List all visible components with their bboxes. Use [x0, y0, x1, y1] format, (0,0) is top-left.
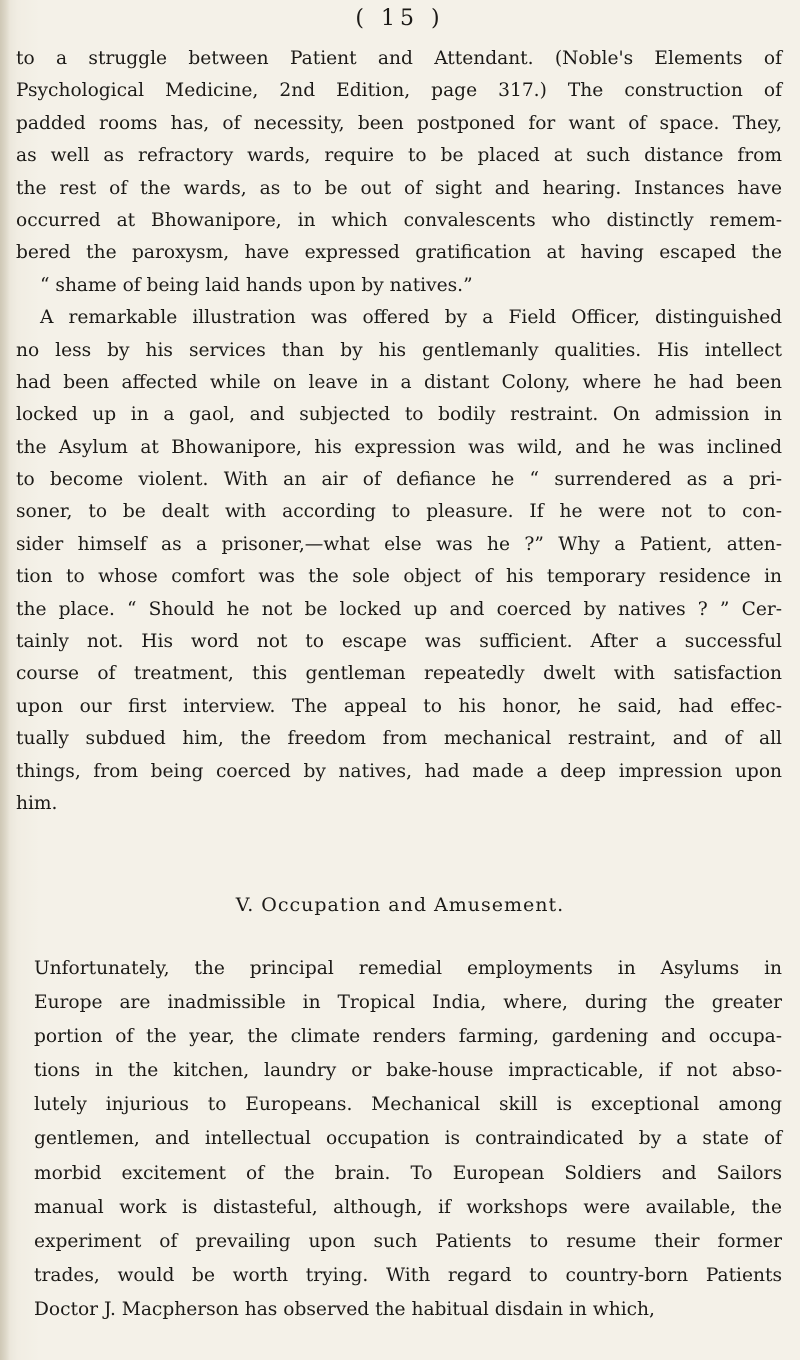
- text-line: tion to whose comfort was the sole object of his temporary residence in: [16, 566, 782, 588]
- text-line: occurred at Bhowanipore, in which convalescents who distinctly remem-: [16, 209, 782, 231]
- text-line: padded rooms has, of necessity, been postponed for want of space. They,: [16, 112, 782, 134]
- text-line: had been affected while on leave in a distant Colony, where he had been: [16, 371, 782, 393]
- text-line: tually subdued him, the freedom from mechanical restraint, and of all: [16, 728, 782, 750]
- paragraph-2: [16, 302, 782, 820]
- text-line: course of treatment, this gentleman repeatedly dwelt with satisfaction: [16, 663, 782, 685]
- text-line: Unfortunately, the principal remedial employments in Asylums in: [34, 958, 782, 979]
- text-line: lutely injurious to Europeans. Mechanical skill is exceptional among: [34, 1094, 782, 1116]
- text-line: Psychological Medicine, 2nd Edition, page 317.) The construction of: [16, 80, 782, 102]
- text-line: soner, to be dealt with according to pleasure. If he were not to con-: [16, 501, 782, 523]
- text-line: the Asylum at Bhowanipore, his expression was wild, and he was inclined: [16, 436, 782, 458]
- text-line: Doctor J. Macpherson has observed the habitual disdain in which,: [34, 1298, 655, 1320]
- page-number: ( 15 ): [355, 6, 445, 31]
- text-line: to become violent. With an air of defiance he “ surrendered as a pri-: [16, 469, 782, 491]
- text-line: morbid excitement of the brain. To European Soldiers and Sailors: [34, 1162, 782, 1184]
- binding-shadow: [0, 0, 10, 1360]
- text-line: the place. “ Should he not be locked up and coerced by natives ? ” Cer-: [16, 598, 782, 620]
- section-heading: V. Occupation and Amusement.: [235, 894, 565, 916]
- text-line: manual work is distasteful, although, if workshops were available, the: [34, 1196, 782, 1218]
- text-line: tainly not. His word not to escape was sufficient. After a successful: [16, 631, 782, 653]
- text-line: him.: [16, 792, 58, 814]
- text-line: experiment of prevailing upon such Patients to resume their former: [34, 1230, 782, 1252]
- text-line: gentlemen, and intellectual occupation is contraindicated by a state of: [34, 1128, 782, 1150]
- paragraph-1: [16, 43, 782, 302]
- text-line: sider himself as a prisoner,—what else was he ?” Why a Patient, atten-: [16, 533, 782, 555]
- text-line: Europe are inadmissible in Tropical India, where, during the greater: [34, 992, 782, 1014]
- text-line: things, from being coerced by natives, had made a deep impression upon: [16, 760, 782, 782]
- text-line: to a struggle between Patient and Attendant. (Noble's Elements of: [16, 48, 782, 69]
- text-line: “ shame of being laid hands upon by natives.”: [40, 274, 473, 296]
- text-line: tions in the kitchen, laundry or bake-house impracticable, if not abso-: [34, 1060, 782, 1082]
- text-line: as well as refractory wards, require to be placed at such distance from: [16, 145, 782, 167]
- text-block-1: [16, 43, 782, 820]
- text-line: portion of the year, the climate renders farming, gardening and occupa-: [34, 1026, 782, 1048]
- text-line: trades, would be worth trying. With regard to country-born Patients: [34, 1264, 782, 1286]
- text-line: bered the paroxysm, have expressed gratification at having escaped the: [16, 242, 782, 264]
- text-line: locked up in a gaol, and subjected to bodily restraint. On admission in: [16, 404, 782, 426]
- text-line: the rest of the wards, as to be out of sight and hearing. Instances have: [16, 177, 782, 199]
- text-line: no less by his services than by his gentlemanly qualities. His intellect: [16, 339, 782, 361]
- text-line: A remarkable illustration was offered by a Field Officer, distinguished: [40, 307, 782, 329]
- paragraph-3: [34, 952, 782, 1327]
- text-line: upon our first interview. The appeal to his honor, he said, had effec-: [16, 695, 782, 717]
